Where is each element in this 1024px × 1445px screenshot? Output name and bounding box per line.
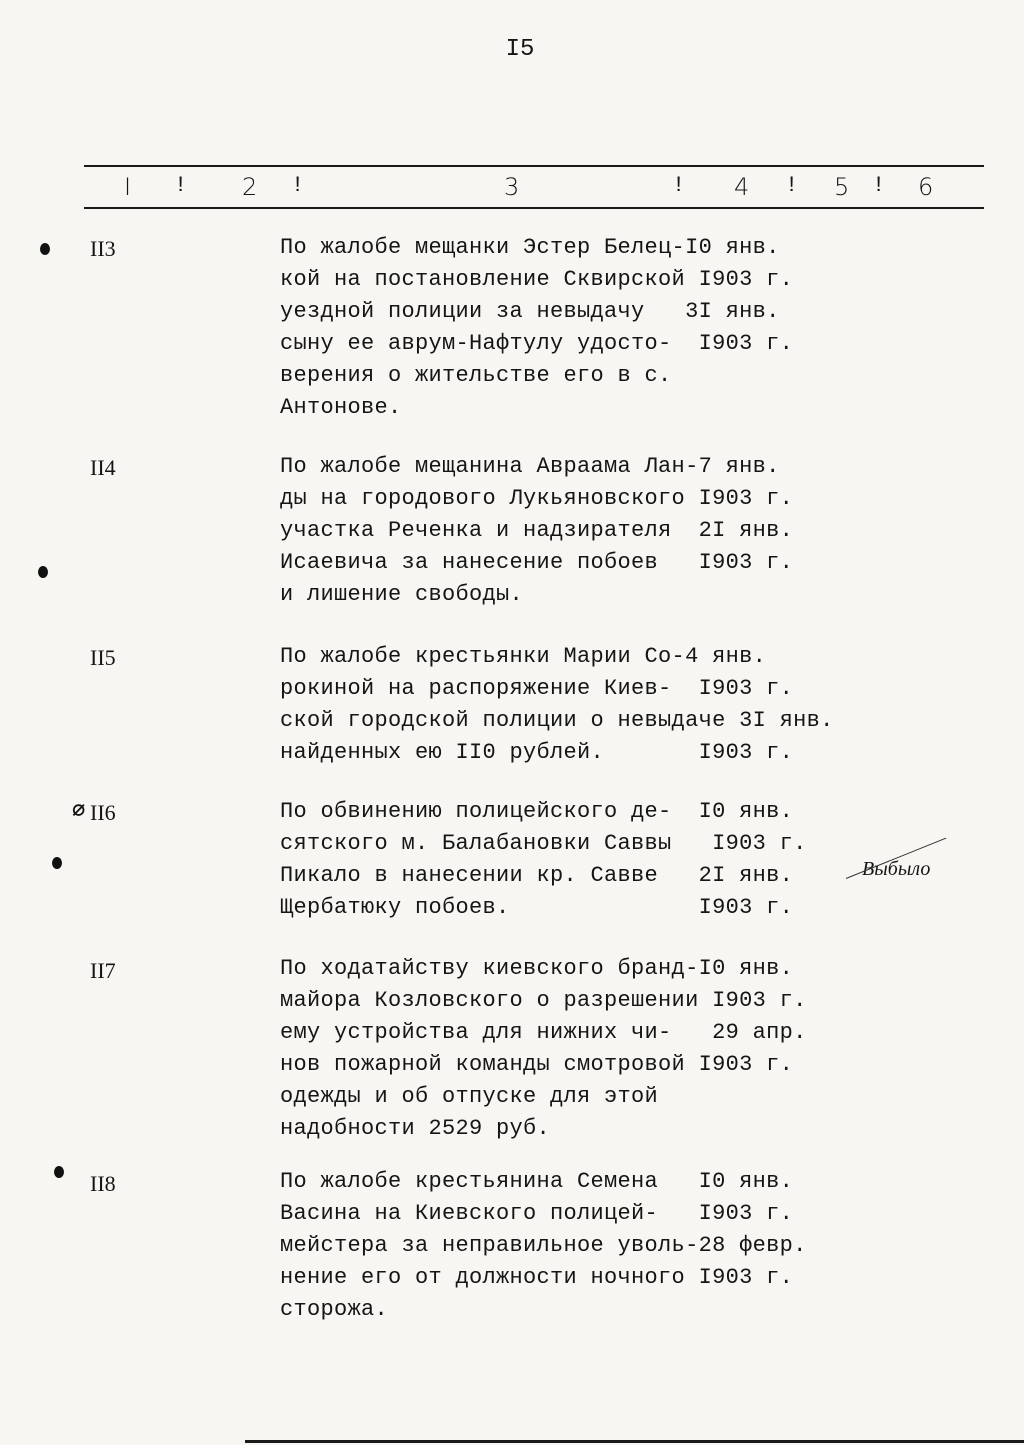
column-header-6: 6 xyxy=(918,173,934,201)
record-text-line: кой на постановление Сквирской I903 г. xyxy=(280,267,794,292)
page-bottom-rule xyxy=(245,1440,1024,1443)
record-text-line: По ходатайству киевского бранд-I0 янв. xyxy=(280,956,794,981)
punch-mark xyxy=(38,566,48,578)
record-text-line: майора Козловского о разрешении I903 г. xyxy=(280,988,807,1013)
record-text-line: По жалобе мещанина Авраама Лан-7 янв. xyxy=(280,454,780,479)
record-text-line: Антонове. xyxy=(280,395,402,420)
record-text-line: и лишение свободы. xyxy=(280,582,524,607)
table-header-rule xyxy=(84,207,984,209)
punch-mark xyxy=(54,1166,64,1178)
record-text-line: уездной полиции за невыдачу 3I янв. xyxy=(280,299,780,324)
column-header-1: I xyxy=(124,173,132,201)
record-text-line: По жалобе крестьянки Марии Со-4 янв. xyxy=(280,644,767,669)
record-id: II7 xyxy=(90,958,116,983)
record-text-line: Пикало в нанесении кр. Савве 2I янв. xyxy=(280,863,794,888)
record-text-line: верения о жительстве его в с. xyxy=(280,363,672,388)
handwritten-note: Выбыло xyxy=(862,858,931,880)
column-separator: ! xyxy=(174,173,188,198)
record-text-line: нов пожарной команды смотровой I903 г. xyxy=(280,1052,794,1077)
column-separator: ! xyxy=(872,173,886,198)
record-text-line: найденных ею II0 рублей. I903 г. xyxy=(280,740,794,765)
record-text-line: ему устройства для нижних чи- 29 апр. xyxy=(280,1020,807,1045)
column-header-4: 4 xyxy=(734,173,750,201)
record-id: II6 xyxy=(90,800,116,825)
record-text-line: одежды и об отпуске для этой xyxy=(280,1084,659,1109)
column-separator: ! xyxy=(672,173,686,198)
record-text-line: Исаевича за нанесение побоев I903 г. xyxy=(280,550,794,575)
page-number: I5 xyxy=(505,36,535,63)
record-text-line: По обвинению полицейского де- I0 янв. xyxy=(280,799,794,824)
record-text-line: ской городской полиции о невыдаче 3I янв. xyxy=(280,708,834,733)
record-text-line: участка Реченка и надзирателя 2I янв. xyxy=(280,518,794,543)
column-header-2: 2 xyxy=(242,173,258,201)
table-top-rule xyxy=(84,165,984,167)
punch-mark xyxy=(52,857,62,869)
column-separator: ! xyxy=(291,173,305,198)
record-text-line: По жалобе мещанки Эстер Белец-I0 янв. xyxy=(280,235,780,260)
record-id: II8 xyxy=(90,1171,116,1196)
record-text-line: ды на городового Лукьяновского I903 г. xyxy=(280,486,794,511)
column-separator: ! xyxy=(785,173,799,198)
record-id: II5 xyxy=(90,645,116,670)
record-id: II4 xyxy=(90,455,116,480)
record-id: II3 xyxy=(90,236,116,261)
record-text-line: надобности 2529 руб. xyxy=(280,1116,551,1141)
record-text-line: мейстера за неправильное уволь-28 февр. xyxy=(280,1233,807,1258)
record-text-line: Васина на Киевского полицей- I903 г. xyxy=(280,1201,794,1226)
column-header-3: 3 xyxy=(504,173,520,201)
record-text-line: нение его от должности ночного I903 г. xyxy=(280,1265,794,1290)
struck-mark: ∅ xyxy=(72,799,86,824)
punch-mark xyxy=(40,243,50,255)
record-text-line: По жалобе крестьянина Семена I0 янв. xyxy=(280,1169,794,1194)
record-text-line: сторожа. xyxy=(280,1297,389,1322)
record-text-line: сыну ее аврум-Нафтулу удосто- I903 г. xyxy=(280,331,794,356)
record-text-line: сятского м. Балабановки Саввы I903 г. xyxy=(280,831,807,856)
record-text-line: Щербатюку побоев. I903 г. xyxy=(280,895,794,920)
record-text-line: рокиной на распоряжение Киев- I903 г. xyxy=(280,676,794,701)
column-header-5: 5 xyxy=(834,173,850,201)
